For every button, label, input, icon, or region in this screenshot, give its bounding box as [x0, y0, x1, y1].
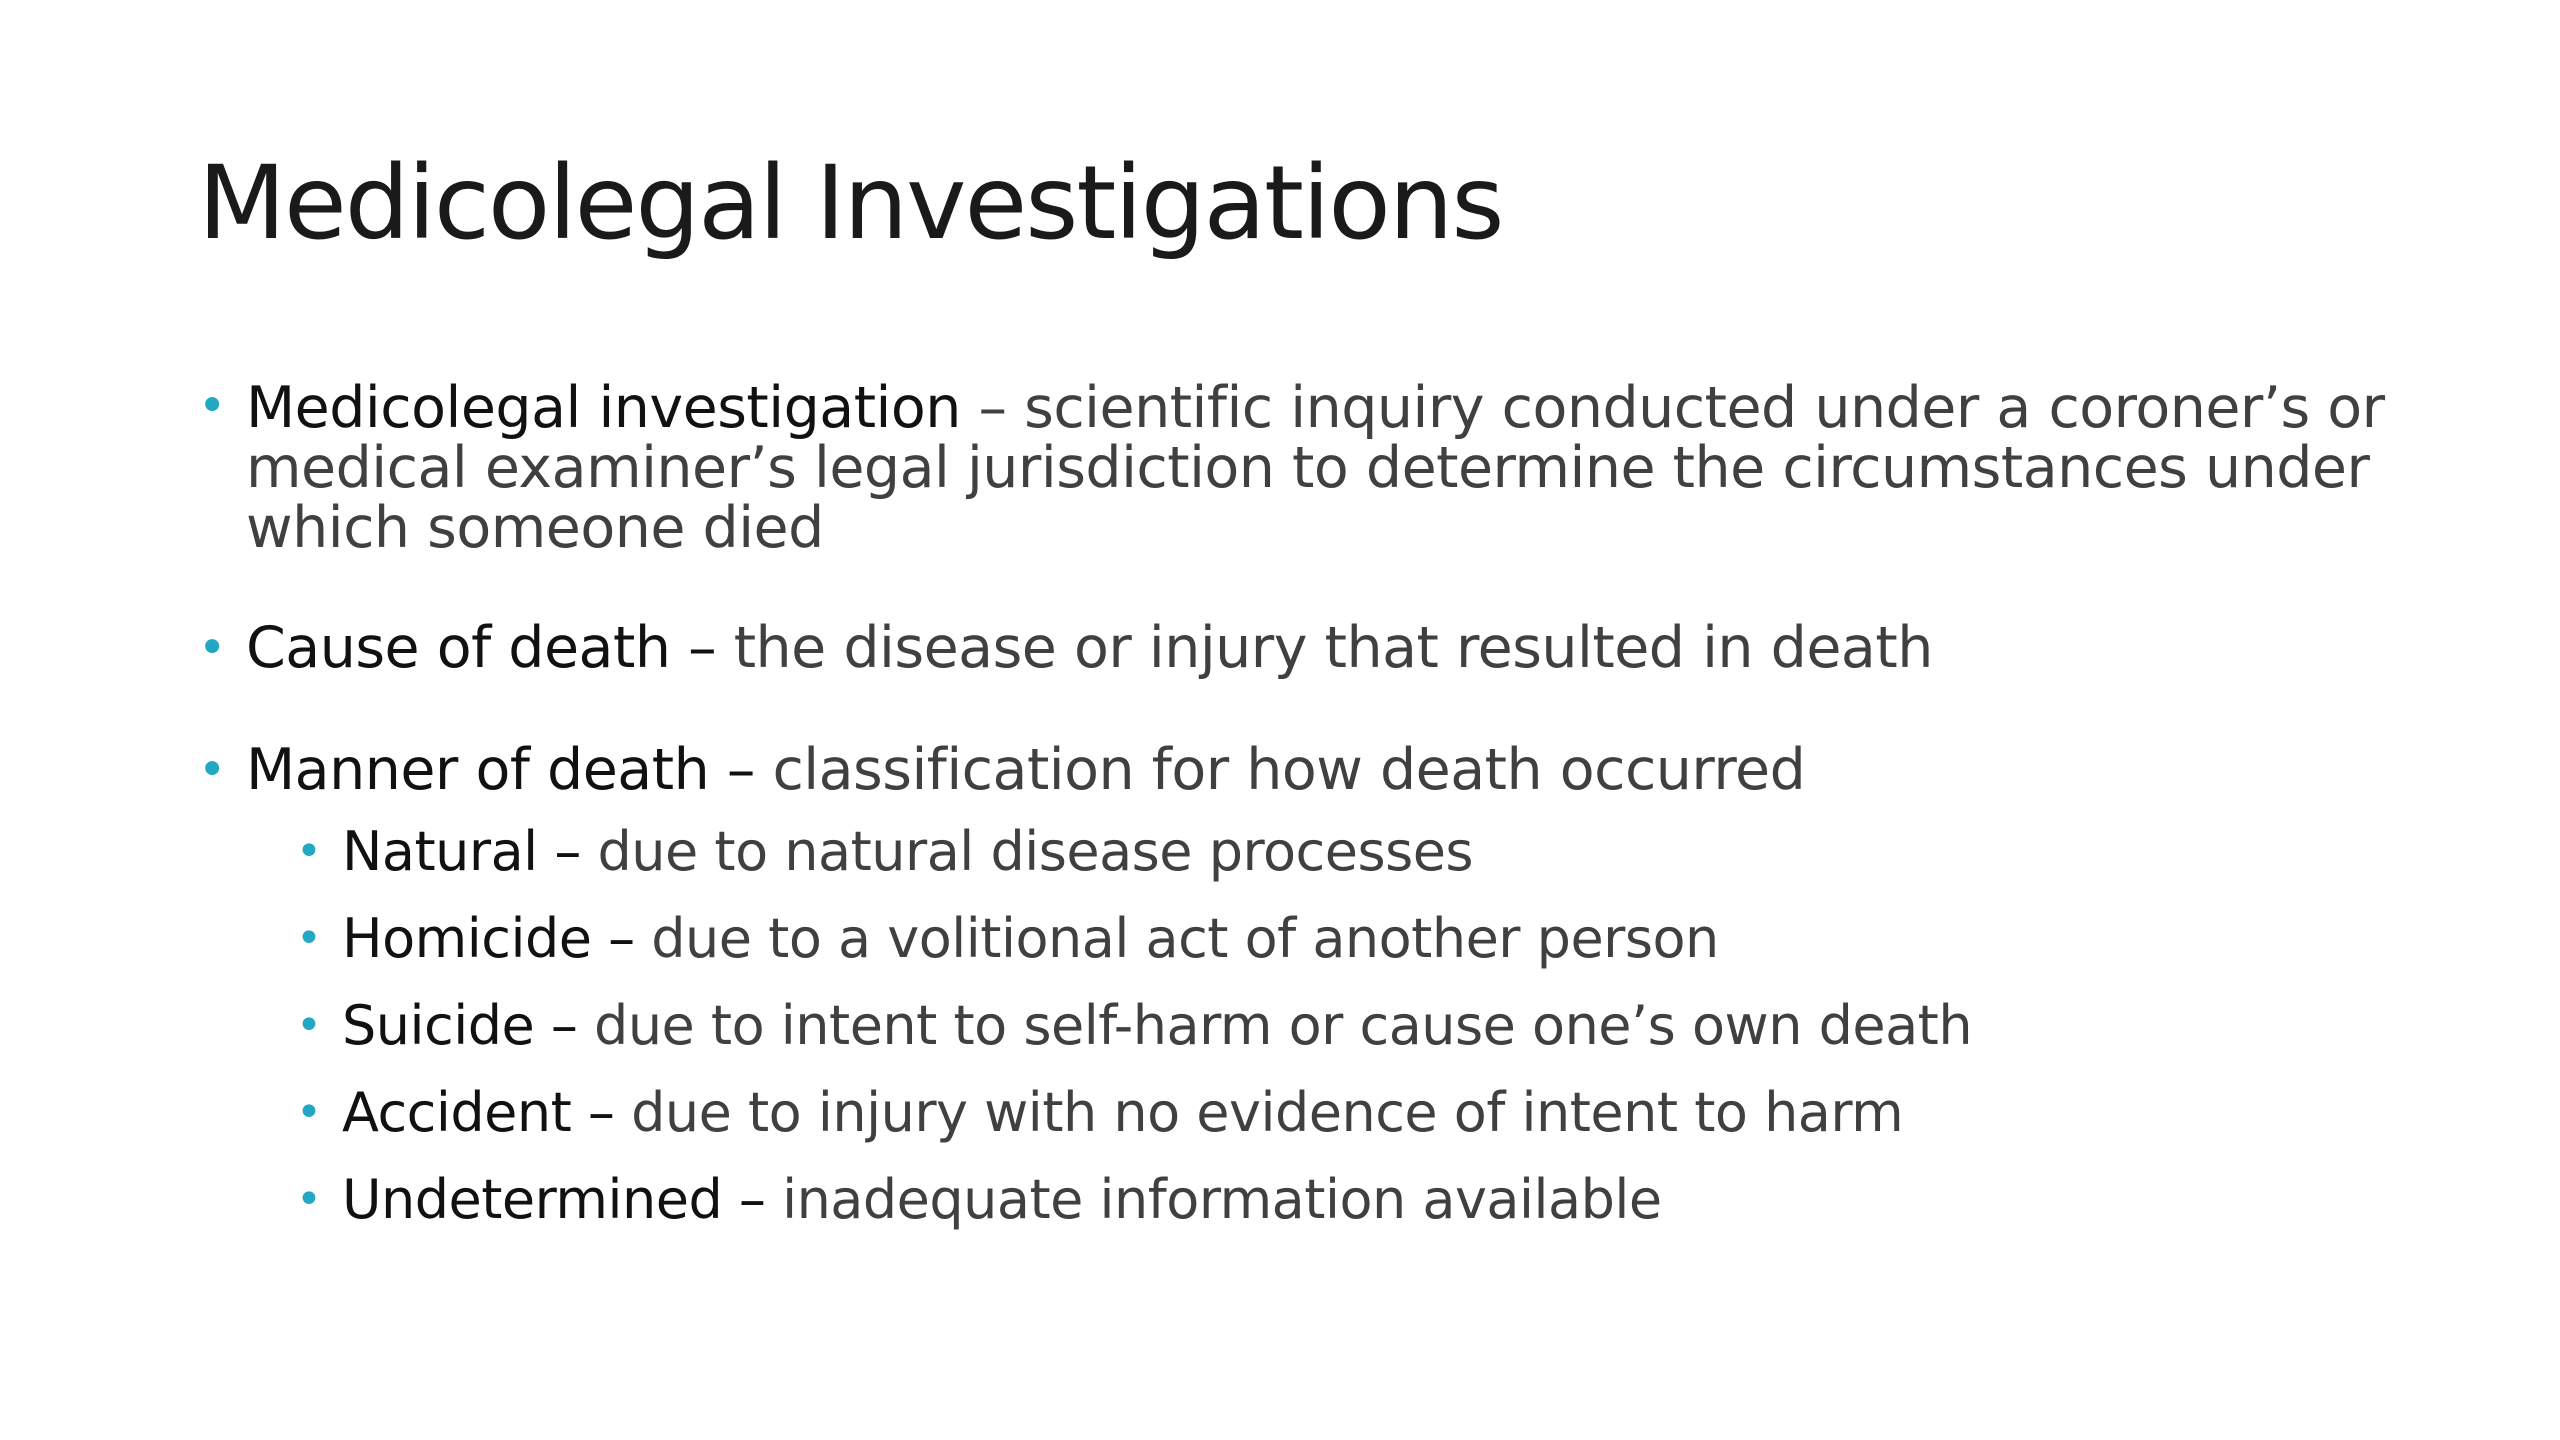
sub-bullet-definition: due to natural disease processes [580, 820, 1474, 883]
bullet-definition: – scientific inquiry conducted under a coroner’s or medical examiner’s legal jurisdiction to determine the circumstances under which someone died [246, 375, 2385, 561]
sub-bullet-definition: due to a volitional act of another person [634, 907, 1719, 970]
sub-bullet-dot-icon: • [296, 1000, 322, 1051]
slide-title: Medicolegal Investigations [198, 144, 1503, 263]
sub-bullet-accident [296, 1081, 2458, 1145]
sub-bullet-dot-icon: • [296, 1087, 322, 1138]
sub-bullet-term: Natural – [342, 820, 581, 883]
bullet-term: Manner of death – [246, 737, 755, 803]
bullet-cause-of-death [198, 616, 2458, 680]
sub-bullet-homicide [296, 907, 2458, 971]
sub-bullet-definition: due to intent to self-harm or cause one’s own death [577, 994, 1973, 1057]
bullet-term: Cause of death – [246, 615, 717, 681]
sub-bullet-dot-icon: • [296, 1174, 322, 1225]
sub-bullet-definition: due to injury with no evidence of intent to harm [614, 1081, 1904, 1144]
sub-bullet-definition: inadequate information available [765, 1168, 1662, 1231]
sub-bullet-dot-icon: • [296, 913, 322, 964]
bullet-medicolegal-investigation [198, 375, 2458, 561]
slide-body [198, 375, 2458, 1255]
bullet-dot-icon: • [198, 742, 226, 798]
bullet-term: Medicolegal investigation [246, 375, 961, 441]
bullet-definition: the disease or injury that resulted in death [716, 615, 1933, 681]
bullet-dot-icon: • [198, 620, 226, 676]
sub-bullet-dot-icon: • [296, 826, 322, 877]
sub-bullet-term: Accident – [342, 1081, 615, 1144]
bullet-definition: classification for how death occurred [754, 737, 1806, 803]
sub-bullet-natural [296, 820, 2458, 884]
sub-bullet-term: Suicide – [342, 994, 578, 1057]
sub-bullet-suicide [296, 994, 2458, 1058]
bullet-manner-of-death [198, 738, 2458, 802]
sub-bullet-term: Homicide – [342, 907, 635, 970]
manner-of-death-sub-list [296, 820, 2458, 1232]
sub-bullet-term: Undetermined – [342, 1168, 766, 1231]
sub-bullet-undetermined [296, 1168, 2458, 1232]
bullet-dot-icon: • [198, 378, 226, 434]
